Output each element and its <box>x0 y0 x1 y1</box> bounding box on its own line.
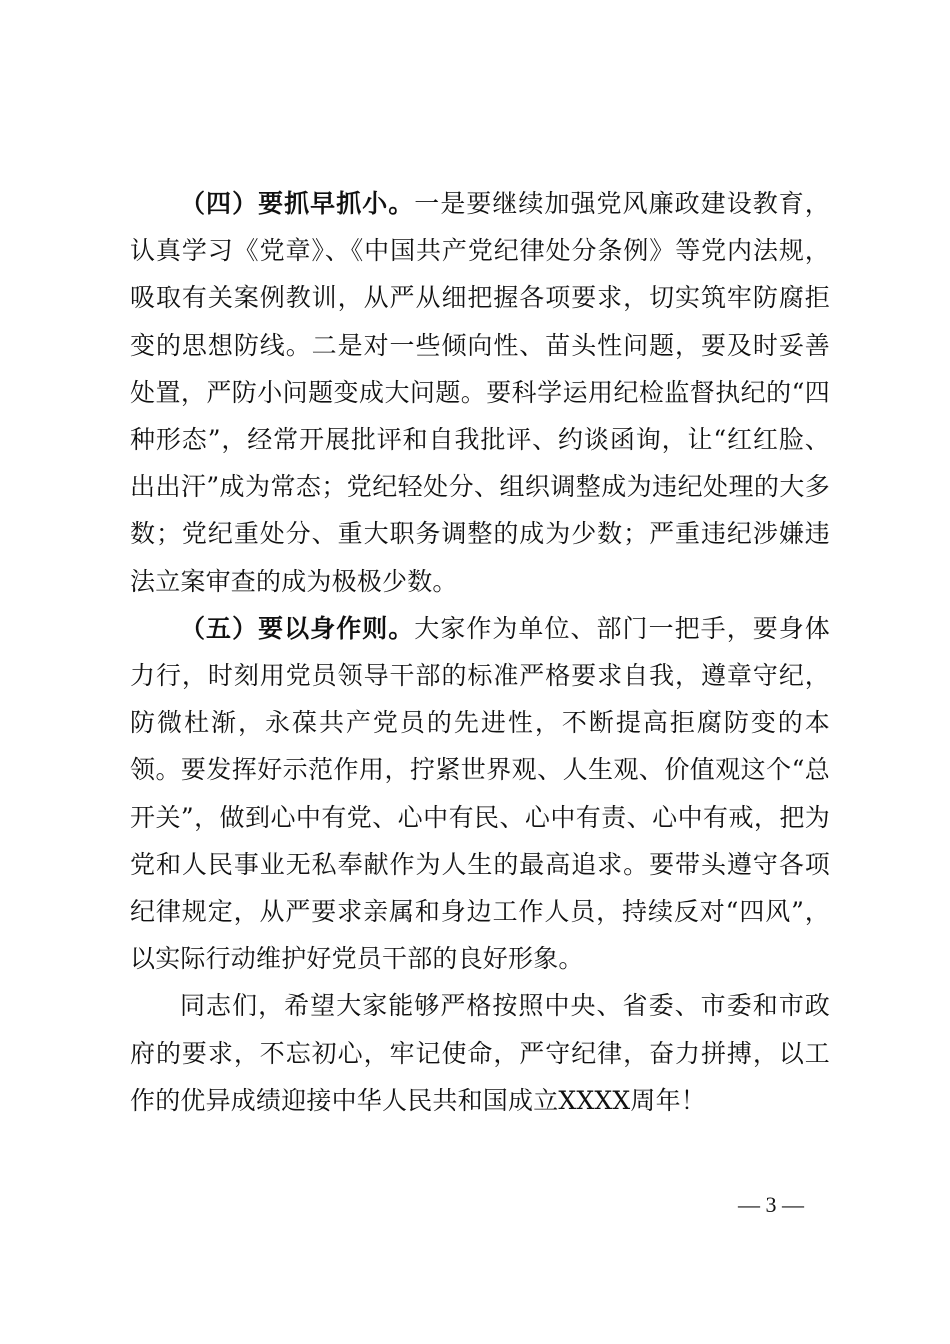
document-body <box>130 180 830 1124</box>
closing-paragraph <box>130 982 830 1124</box>
paragraph-four <box>130 180 830 605</box>
paragraph-five-heading: （五）要以身作则。 <box>180 613 415 643</box>
paragraph-five <box>130 605 830 983</box>
paragraph-four-text: 一是要继续加强党风廉政建设教育，认真学习《党章》、《中国共产党纪律处分条例》等党内法规，吸取有关案例教训，从严从细把握各项要求，切实筑牢防腐拒变的思想防线。二是对一些倾向性、苗头性问题，要及时妥善处置，严防小问题变成大问题。要科学运用纪检监督执纪的“四种形态”，经常开展批评和自我批评、约谈函询，让“红红脸、出出汗”成为常态；党纪轻处分、组织调整成为违纪处理的大多数；党纪重处分、重大职务调整的成为少数；严重违纪涉嫌违法立案审查的成为极极少数。 <box>130 189 830 596</box>
page-number: — 3 — <box>738 1192 804 1217</box>
paragraph-four-heading: （四）要抓早抓小。 <box>180 189 415 218</box>
closing-paragraph-text: 同志们，希望大家能够严格按照中央、省委、市委和市政府的要求，不忘初心，牢记使命，严守纪律，奋力拼搏，以工作的优异成绩迎接中华人民共和国成立XXXX周年！ <box>130 991 830 1115</box>
paragraph-five-text: 大家作为单位、部门一把手，要身体力行，时刻用党员领导干部的标准严格要求自我，遵章守纪，防微杜渐，永葆共产党员的先进性，不断提高拒腐防变的本领。要发挥好示范作用，拧紧世界观、人生观、价值观这个“总开关”，做到心中有党、心中有民、心中有责、心中有戒，把为党和人民事业无私奉献作为人生的最高追求。要带头遵守各项纪律规定，从严要求亲属和身边工作人员，持续反对“四风”，以实际行动维护好党员干部的良好形象。 <box>130 613 830 974</box>
